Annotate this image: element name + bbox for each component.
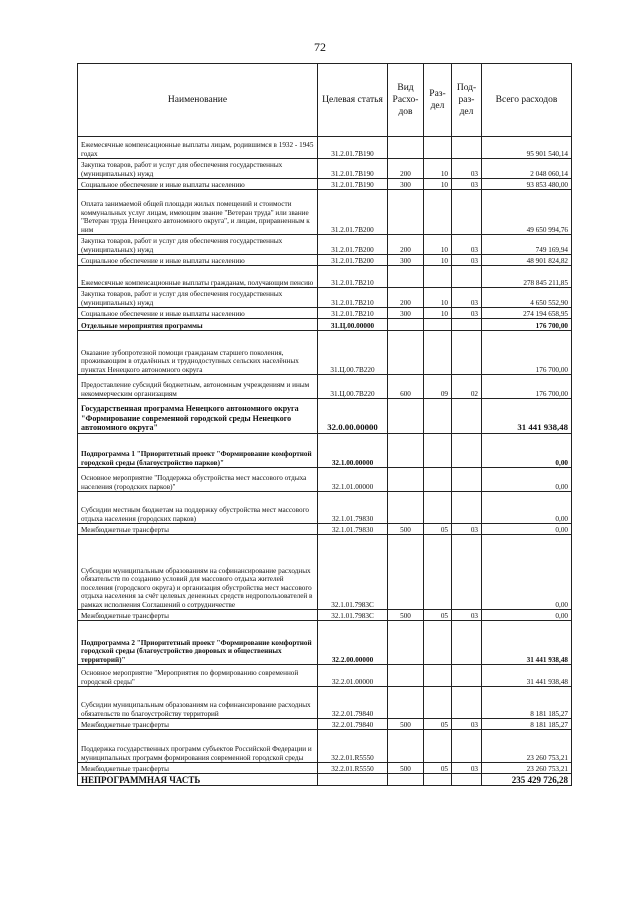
row-section: 10 — [424, 308, 452, 319]
row-section — [424, 665, 452, 687]
row-type — [388, 730, 424, 763]
row-name: Отдельные мероприятия программы — [78, 319, 318, 331]
row-amount: 49 650 994,76 — [482, 190, 572, 235]
row-name: Субсидии местным бюджетам на поддержку обустройства мест массового отдыха населения (городских парков) — [78, 492, 318, 524]
row-name: Межбюджетные трансферты — [78, 524, 318, 535]
row-code: 32.2.01.R5550 — [318, 730, 388, 763]
table-row — [78, 434, 572, 468]
row-section — [424, 190, 452, 235]
row-amount: 0,00 — [482, 468, 572, 492]
row-code: 31.Ц.00.00000 — [318, 319, 388, 331]
row-subsection — [452, 774, 482, 786]
row-name: Подпрограмма 2 "Приоритетный проект "Формирование комфортной городской среды (благоустройство дворовых и общественных территорий)" — [78, 621, 318, 665]
table-row — [78, 179, 572, 190]
row-subsection — [452, 190, 482, 235]
row-amount: 4 650 552,90 — [482, 288, 572, 308]
row-code: 32.1.00.00000 — [318, 434, 388, 468]
table-row — [78, 331, 572, 375]
row-amount: 0,00 — [482, 535, 572, 610]
row-code — [318, 774, 388, 786]
row-section — [424, 399, 452, 434]
row-name: Ежемесячные компенсационные выплаты лицам, родившимся в 1932 - 1945 годах — [78, 137, 318, 159]
row-amount: 2 048 060,14 — [482, 159, 572, 179]
row-type: 300 — [388, 179, 424, 190]
row-name: Субсидии муниципальным образованиям на софинансирование расходных обязательств по благоустройству территорий — [78, 687, 318, 719]
row-amount: 274 194 658,95 — [482, 308, 572, 319]
row-subsection: 03 — [452, 235, 482, 255]
row-name: Межбюджетные трансферты — [78, 763, 318, 774]
row-type — [388, 774, 424, 786]
row-amount: 0,00 — [482, 610, 572, 621]
row-section — [424, 319, 452, 331]
row-subsection — [452, 687, 482, 719]
table-row — [78, 399, 572, 434]
row-section: 05 — [424, 763, 452, 774]
row-name: Основное мероприятие "Поддержка обустройства мест массового отдыха населения (городских парков)" — [78, 468, 318, 492]
row-type — [388, 621, 424, 665]
row-section: 10 — [424, 255, 452, 266]
row-code: 32.0.00.00000 — [318, 399, 388, 434]
row-section — [424, 434, 452, 468]
row-amount: 31 441 938,48 — [482, 399, 572, 434]
row-type: 300 — [388, 255, 424, 266]
row-section — [424, 621, 452, 665]
row-name: Субсидии муниципальным образованиям на софинансирование расходных обязательств по созданию условий для массового отдыха жителей поселения (городского округа) и организация обустройства мест массового отдыха населения за счёт целевых денежных средств недропользователей в рамках исполнения Соглашений о сотрудничестве — [78, 535, 318, 610]
row-subsection — [452, 331, 482, 375]
row-type: 500 — [388, 524, 424, 535]
row-subsection — [452, 730, 482, 763]
row-subsection — [452, 399, 482, 434]
row-type — [388, 665, 424, 687]
row-name: Социальное обеспечение и иные выплаты населению — [78, 179, 318, 190]
row-section — [424, 468, 452, 492]
table-row — [78, 763, 572, 774]
header-total: Всего расходов — [482, 64, 572, 137]
row-name: Ежемесячные компенсационные выплаты гражданам, получающим пенсию — [78, 266, 318, 288]
row-section: 10 — [424, 179, 452, 190]
row-code: 31.2.01.7В210 — [318, 288, 388, 308]
table-row — [78, 468, 572, 492]
table-row — [78, 524, 572, 535]
table-row — [78, 719, 572, 730]
row-subsection: 03 — [452, 255, 482, 266]
header-target: Целевая статья — [318, 64, 388, 137]
table-row — [78, 375, 572, 399]
row-name: Подпрограмма 1 "Приоритетный проект "Формирование комфортной городской среды (благоустройство парков)" — [78, 434, 318, 468]
row-code: 31.2.01.7В200 — [318, 255, 388, 266]
row-amount: 23 260 753,21 — [482, 763, 572, 774]
table-row — [78, 308, 572, 319]
row-subsection — [452, 319, 482, 331]
row-type — [388, 399, 424, 434]
row-code: 31.2.01.7В200 — [318, 190, 388, 235]
row-section — [424, 331, 452, 375]
row-amount: 48 901 824,82 — [482, 255, 572, 266]
row-type: 200 — [388, 235, 424, 255]
row-section — [424, 137, 452, 159]
row-section: 05 — [424, 610, 452, 621]
row-subsection: 03 — [452, 719, 482, 730]
row-name: Закупка товаров, работ и услуг для обеспечения государственных (муниципальных) нужд — [78, 159, 318, 179]
table-row — [78, 235, 572, 255]
row-section — [424, 687, 452, 719]
row-section: 05 — [424, 719, 452, 730]
row-subsection: 02 — [452, 375, 482, 399]
row-amount: 235 429 726,28 — [482, 774, 572, 786]
row-name: Закупка товаров, работ и услуг для обеспечения государственных (муниципальных) нужд — [78, 235, 318, 255]
row-code: 32.2.01.00000 — [318, 665, 388, 687]
row-code: 31.Ц.00.7В220 — [318, 331, 388, 375]
row-subsection — [452, 434, 482, 468]
row-code: 32.1.01.00000 — [318, 468, 388, 492]
row-subsection — [452, 492, 482, 524]
row-section — [424, 774, 452, 786]
row-section — [424, 535, 452, 610]
row-amount: 31 441 938,48 — [482, 665, 572, 687]
row-code: 31.2.01.7В200 — [318, 235, 388, 255]
row-code: 31.2.01.7В190 — [318, 137, 388, 159]
row-amount: 176 700,00 — [482, 331, 572, 375]
row-amount: 95 901 540,14 — [482, 137, 572, 159]
row-subsection — [452, 137, 482, 159]
table-row — [78, 610, 572, 621]
row-amount: 0,00 — [482, 492, 572, 524]
row-type — [388, 492, 424, 524]
row-section — [424, 266, 452, 288]
row-amount: 8 181 185,27 — [482, 719, 572, 730]
table-row — [78, 621, 572, 665]
row-amount: 93 853 480,00 — [482, 179, 572, 190]
table-row — [78, 492, 572, 524]
row-name: Межбюджетные трансферты — [78, 719, 318, 730]
row-section: 10 — [424, 159, 452, 179]
row-amount: 23 260 753,21 — [482, 730, 572, 763]
row-type: 300 — [388, 308, 424, 319]
row-type — [388, 687, 424, 719]
row-name: Предоставление субсидий бюджетным, автономным учреждениям и иным некоммерческим организациям — [78, 375, 318, 399]
table-row — [78, 665, 572, 687]
row-code: 32.2.01.79840 — [318, 719, 388, 730]
table-row — [78, 255, 572, 266]
row-name: Социальное обеспечение и иные выплаты населению — [78, 255, 318, 266]
header-type: Вид Расхо-дов — [388, 64, 424, 137]
row-name: Оказание зубопротезной помощи гражданам старшего поколения, проживающим в отдалённых и труднодоступных сельских населённых пунктах Ненецкого автономного округа — [78, 331, 318, 375]
row-type: 500 — [388, 610, 424, 621]
header-name: Наименование — [78, 64, 318, 137]
row-amount: 0,00 — [482, 434, 572, 468]
row-section: 09 — [424, 375, 452, 399]
row-type — [388, 535, 424, 610]
row-code: 32.1.01.7983С — [318, 610, 388, 621]
table-row — [78, 159, 572, 179]
row-type: 500 — [388, 763, 424, 774]
row-subsection — [452, 621, 482, 665]
row-amount: 749 169,94 — [482, 235, 572, 255]
row-code: 31.2.01.7В190 — [318, 159, 388, 179]
row-code: 32.1.01.7983С — [318, 535, 388, 610]
header-section: Раз-дел — [424, 64, 452, 137]
row-subsection: 03 — [452, 610, 482, 621]
header-subsection: Под-раз-дел — [452, 64, 482, 137]
table-row — [78, 535, 572, 610]
page-number: 72 — [314, 40, 326, 54]
row-type: 200 — [388, 159, 424, 179]
row-section: 05 — [424, 524, 452, 535]
row-code: 31.2.01.7В210 — [318, 266, 388, 288]
row-name: Оплата занимаемой общей площади жилых помещений и стоимости коммунальных услуг лицам, имеющим звание "Ветеран труда" или звание "Ветеран труда Ненецкого автономного округа", и лицам, приравненным к ним — [78, 190, 318, 235]
row-type: 500 — [388, 719, 424, 730]
row-name: Межбюджетные трансферты — [78, 610, 318, 621]
row-type — [388, 190, 424, 235]
row-section: 10 — [424, 235, 452, 255]
row-subsection: 03 — [452, 524, 482, 535]
table-row — [78, 190, 572, 235]
row-amount: 8 181 185,27 — [482, 687, 572, 719]
row-code: 31.Ц.00.7В220 — [318, 375, 388, 399]
row-amount: 31 441 938,48 — [482, 621, 572, 665]
row-type — [388, 331, 424, 375]
row-code: 32.2.00.00000 — [318, 621, 388, 665]
table-row — [78, 137, 572, 159]
row-subsection: 03 — [452, 159, 482, 179]
row-subsection — [452, 468, 482, 492]
row-type — [388, 137, 424, 159]
row-name: Основное мероприятие "Мероприятия по формированию современной городской среды" — [78, 665, 318, 687]
row-amount: 0,00 — [482, 524, 572, 535]
row-name: НЕПРОГРАММНАЯ ЧАСТЬ — [78, 774, 318, 786]
row-name: Закупка товаров, работ и услуг для обеспечения государственных (муниципальных) нужд — [78, 288, 318, 308]
row-name: Социальное обеспечение и иные выплаты населению — [78, 308, 318, 319]
row-type — [388, 468, 424, 492]
row-type — [388, 319, 424, 331]
row-amount: 176 700,00 — [482, 319, 572, 331]
row-code: 31.2.01.7В190 — [318, 179, 388, 190]
row-subsection: 03 — [452, 288, 482, 308]
row-type: 200 — [388, 288, 424, 308]
row-subsection: 03 — [452, 179, 482, 190]
row-code: 32.2.01.79840 — [318, 687, 388, 719]
row-code: 32.2.01.R5550 — [318, 763, 388, 774]
table-row — [78, 288, 572, 308]
table-header-row — [78, 64, 572, 137]
row-name: Поддержка государственных программ субъектов Российской Федерации и муниципальных программ формирования современной городской среды — [78, 730, 318, 763]
row-type — [388, 434, 424, 468]
row-amount: 176 700,00 — [482, 375, 572, 399]
table-row — [78, 687, 572, 719]
row-code: 32.1.01.79830 — [318, 492, 388, 524]
table-row — [78, 319, 572, 331]
row-subsection — [452, 535, 482, 610]
budget-table — [77, 63, 572, 786]
row-subsection — [452, 665, 482, 687]
row-type: 600 — [388, 375, 424, 399]
row-subsection: 03 — [452, 763, 482, 774]
row-type — [388, 266, 424, 288]
row-code: 32.1.01.79830 — [318, 524, 388, 535]
row-section: 10 — [424, 288, 452, 308]
row-section — [424, 492, 452, 524]
table-row — [78, 730, 572, 763]
table-row — [78, 774, 572, 786]
row-name: Государственная программа Ненецкого автономного округа "Формирование современной городской среды Ненецкого автономного округа" — [78, 399, 318, 434]
row-section — [424, 730, 452, 763]
row-subsection — [452, 266, 482, 288]
row-amount: 278 845 211,85 — [482, 266, 572, 288]
table-row — [78, 266, 572, 288]
row-code: 31.2.01.7В210 — [318, 308, 388, 319]
row-subsection: 03 — [452, 308, 482, 319]
